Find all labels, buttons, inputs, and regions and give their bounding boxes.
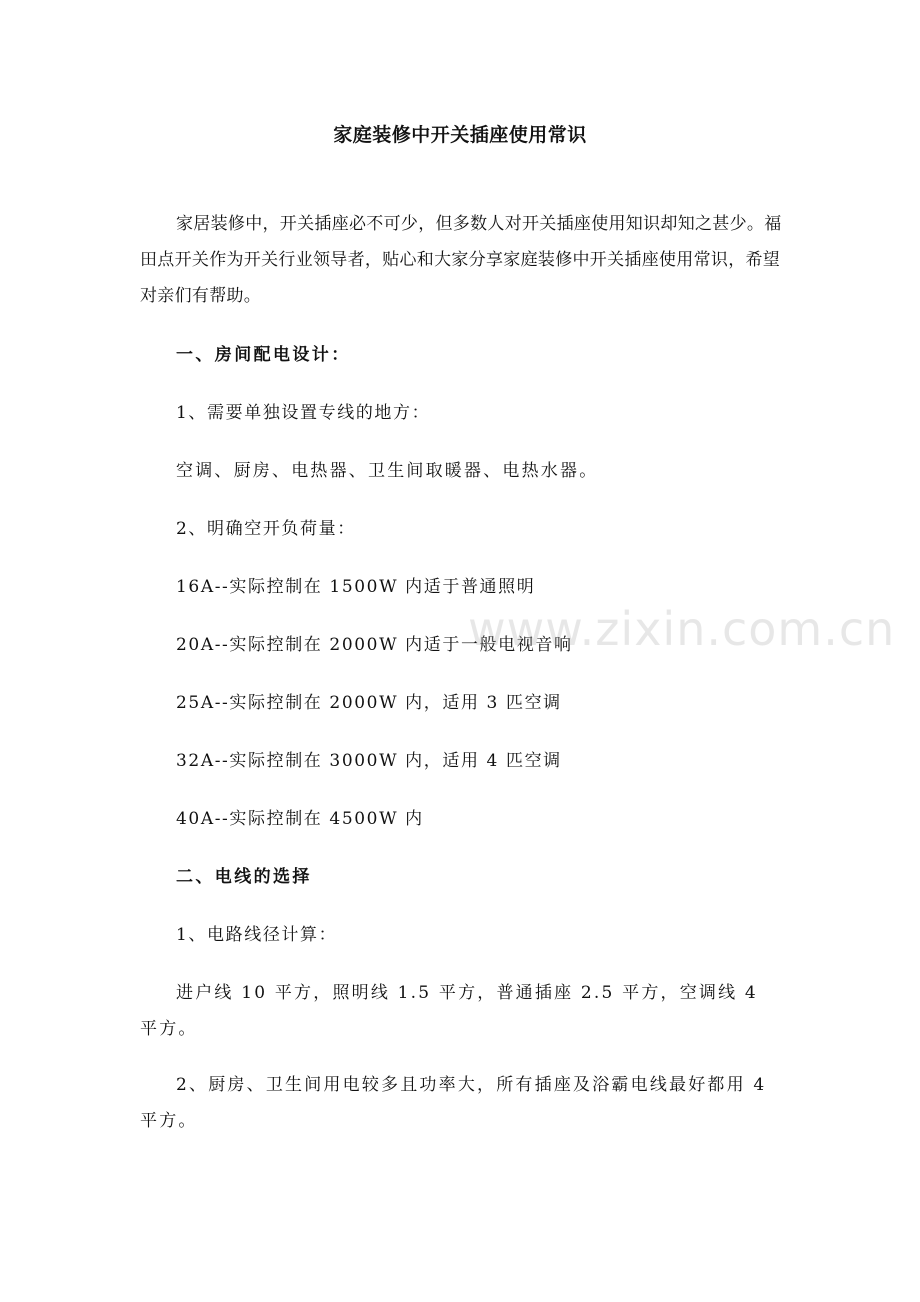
item-breaker-load-label: 2、明确空开负荷量： — [176, 519, 356, 539]
item-dedicated-lines-text: 空调、厨房、电热器、卫生间取暖器、电热水器。 — [176, 461, 599, 481]
intro-paragraph: 家居装修中，开关插座必不可少，但多数人对开关插座使用知识却知之甚少。福田点开关作为开关行业领导者，贴心和大家分享家庭装修中开关插座使用常识，希望对亲们有帮助。 — [140, 214, 782, 306]
item-dedicated-lines-label: 1、需要单独设置专线的地方： — [176, 403, 431, 423]
load-line: 32A--实际控制在 3000W 内，适用 4 匹空调 — [176, 751, 562, 771]
load-line: 25A--实际控制在 2000W 内，适用 3 匹空调 — [176, 693, 562, 713]
item-wire-gauge-label: 1、电路线径计算： — [176, 925, 338, 945]
load-line: 40A--实际控制在 4500W 内 — [176, 809, 424, 829]
load-line: 16A--实际控制在 1500W 内适于普通照明 — [176, 577, 536, 597]
load-line: 20A--实际控制在 2000W 内适于一般电视音响 — [176, 635, 573, 655]
item-kitchen-bathroom-text: 2、厨房、卫生间用电较多且功率大，所有插座及浴霸电线最好都用 4 平方。 — [140, 1075, 767, 1131]
section-heading-wire-selection: 二、电线的选择 — [176, 867, 312, 887]
watermark: www.zixin.com.cn — [468, 602, 896, 656]
section-heading-power-distribution: 一、房间配电设计： — [176, 345, 351, 365]
document-title: 家庭装修中开关插座使用常识 — [333, 124, 587, 146]
item-wire-gauge-text: 进户线 10 平方，照明线 1.5 平方，普通插座 2.5 平方，空调线 4 平方。 — [140, 983, 758, 1039]
